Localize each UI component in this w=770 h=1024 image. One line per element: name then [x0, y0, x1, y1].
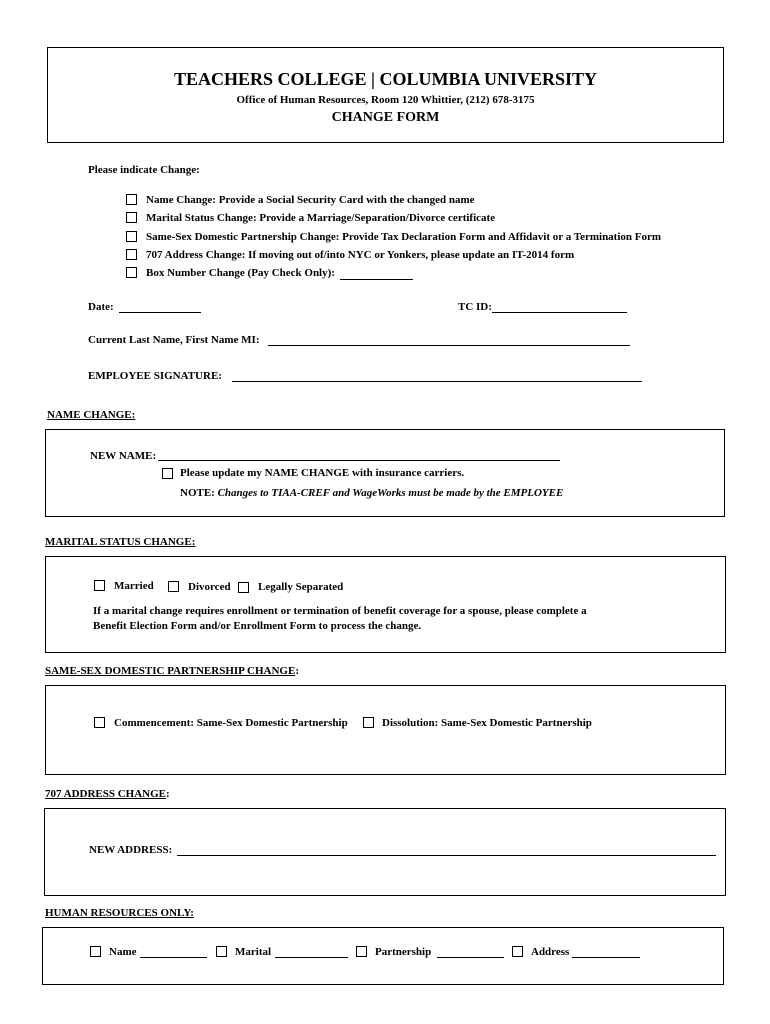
box-number-option: Box Number Change (Pay Check Only): — [146, 267, 335, 279]
partnership-heading-colon: : — [295, 665, 299, 677]
hr-marital-field[interactable] — [275, 957, 348, 958]
address-heading-colon: : — [166, 788, 170, 800]
signature-field[interactable] — [232, 381, 642, 382]
note-label: NOTE: — [180, 487, 215, 499]
new-address-label: NEW ADDRESS: — [89, 844, 173, 856]
partnership-change-checkbox[interactable] — [126, 231, 137, 242]
page-title: TEACHERS COLLEGE | COLUMBIA UNIVERSITY — [173, 69, 598, 89]
partnership-box — [45, 685, 726, 775]
note-text: Changes to TIAA-CREF and WageWorks must be made by the EMPLOYEE — [217, 487, 564, 499]
marital-info-line1: If a marital change requires enrollment or termination of benefit coverage for a spouse, please complete a — [93, 605, 587, 617]
hr-name-field[interactable] — [140, 957, 207, 958]
hr-marital-label: Marital — [235, 946, 272, 958]
marital-change-option: Marital Status Change: Provide a Marriage/Separation/Divorce certificate — [146, 212, 496, 224]
partnership-change-option: Same-Sex Domestic Partnership Change: Provide Tax Declaration Form and Affidavit or a Termination Form — [146, 231, 662, 243]
hr-heading: HUMAN RESOURCES ONLY: — [45, 907, 194, 919]
new-name-label: NEW NAME: — [90, 450, 157, 462]
hr-name-label: Name — [109, 946, 137, 958]
address-change-checkbox[interactable] — [126, 249, 137, 260]
current-name-label: Current Last Name, First Name MI: — [88, 334, 260, 346]
hr-partnership-label: Partnership — [375, 946, 432, 958]
separated-checkbox[interactable] — [238, 582, 249, 593]
insurance-update-checkbox[interactable] — [162, 468, 173, 479]
name-change-heading: NAME CHANGE: — [47, 409, 136, 421]
insurance-update-option: Please update my NAME CHANGE with insurance carriers. — [180, 467, 465, 479]
hr-address-checkbox[interactable] — [512, 946, 523, 957]
name-change-option: Name Change: Provide a Social Security Card with the changed name — [146, 194, 475, 206]
form-name: CHANGE FORM — [331, 110, 440, 125]
tcid-label: TC ID: — [458, 301, 492, 313]
marital-info-line2: Benefit Election Form and/or Enrollment Form to process the change. — [93, 620, 422, 632]
new-name-field[interactable] — [158, 460, 560, 461]
date-label: Date: — [88, 301, 114, 313]
commencement-checkbox[interactable] — [94, 717, 105, 728]
married-label: Married — [114, 580, 154, 592]
hr-name-checkbox[interactable] — [90, 946, 101, 957]
current-name-field[interactable] — [268, 345, 630, 346]
married-checkbox[interactable] — [94, 580, 105, 591]
dissolution-checkbox[interactable] — [363, 717, 374, 728]
name-change-checkbox[interactable] — [126, 194, 137, 205]
partnership-heading: SAME-SEX DOMESTIC PARTNERSHIP CHANGE — [45, 665, 296, 677]
hr-address-field[interactable] — [572, 957, 640, 958]
address-heading: 707 ADDRESS CHANGE — [45, 788, 167, 800]
box-number-field[interactable] — [340, 279, 413, 280]
date-field[interactable] — [119, 312, 201, 313]
hr-partnership-field[interactable] — [437, 957, 504, 958]
box-number-checkbox[interactable] — [126, 267, 137, 278]
address-heading-line — [45, 788, 170, 800]
partnership-heading-line — [45, 665, 299, 677]
tcid-field[interactable] — [492, 312, 627, 313]
hr-marital-checkbox[interactable] — [216, 946, 227, 957]
marital-heading: MARITAL STATUS CHANGE: — [45, 536, 196, 548]
note-line — [180, 487, 563, 499]
hr-partnership-checkbox[interactable] — [356, 946, 367, 957]
commencement-label: Commencement: Same-Sex Domestic Partnership — [114, 717, 348, 729]
indicate-change-prompt: Please indicate Change: — [88, 164, 200, 176]
separated-label: Legally Separated — [258, 581, 344, 593]
address-change-option: 707 Address Change: If moving out of/into NYC or Yonkers, please update an IT-2014 form — [146, 249, 575, 261]
marital-change-checkbox[interactable] — [126, 212, 137, 223]
divorced-checkbox[interactable] — [168, 581, 179, 592]
divorced-label: Divorced — [188, 581, 231, 593]
signature-label: EMPLOYEE SIGNATURE: — [88, 370, 222, 382]
new-address-field[interactable] — [177, 855, 716, 856]
hr-address-label: Address — [531, 946, 570, 958]
office-info: Office of Human Resources, Room 120 Whittier, (212) 678-3175 — [236, 94, 535, 106]
dissolution-label: Dissolution: Same-Sex Domestic Partnership — [382, 717, 592, 729]
